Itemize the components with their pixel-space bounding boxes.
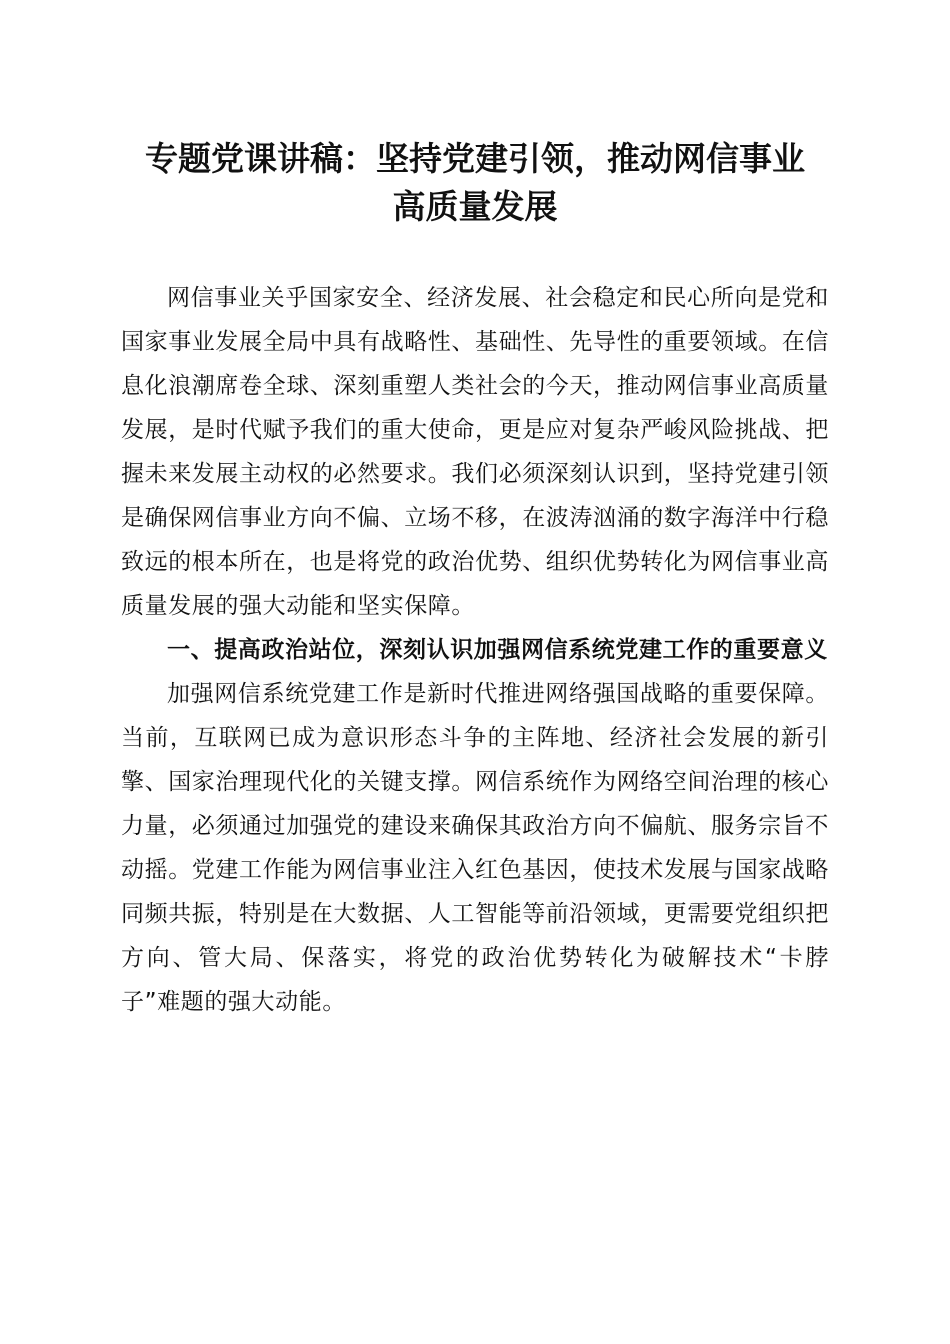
title-line-2: 高质量发展 <box>392 187 558 226</box>
title-line-1: 专题党课讲稿：坚持党建引领，推动网信事业 <box>145 139 805 178</box>
paragraph-section-1: 加强网信系统党建工作是新时代推进网络强国战略的重要保障。当前，互联网已成为意识形态斗争的主阵地、经济社会发展的新引擎、国家治理现代化的关键支撑。网信系统作为网络空间治理的核心力量，必须通过加强党的建设来确保其政治方向不偏航、服务宗旨不动摇。党建工作能为网信事业注入红色基因，使技术发展与国家战略同频共振，特别是在大数据、人工智能等前沿领域，更需要党组织把方向、管大局、保落实，将党的政治优势转化为破解技术“卡脖子”难题的强大动能。 <box>121 681 829 1015</box>
section-heading-1: 一、提高政治站位，深刻认识加强网信系统党建工作的重要意义 <box>167 637 828 663</box>
document-body <box>121 276 829 1024</box>
paragraph-intro: 网信事业关乎国家安全、经济发展、社会稳定和民心所向是党和国家事业发展全局中具有战略性、基础性、先导性的重要领域。在信息化浪潮席卷全球、深刻重塑人类社会的今天，推动网信事业高质量发展，是时代赋予我们的重大使命，更是应对复杂严峻风险挑战、把握未来发展主动权的必然要求。我们必须深刻认识到，坚持党建引领是确保网信事业方向不偏、立场不移，在波涛汹涌的数字海洋中行稳致远的根本所在，也是将党的政治优势、组织优势转化为网信事业高质量发展的强大动能和坚实保障。 <box>121 285 829 619</box>
document-title <box>100 135 850 231</box>
